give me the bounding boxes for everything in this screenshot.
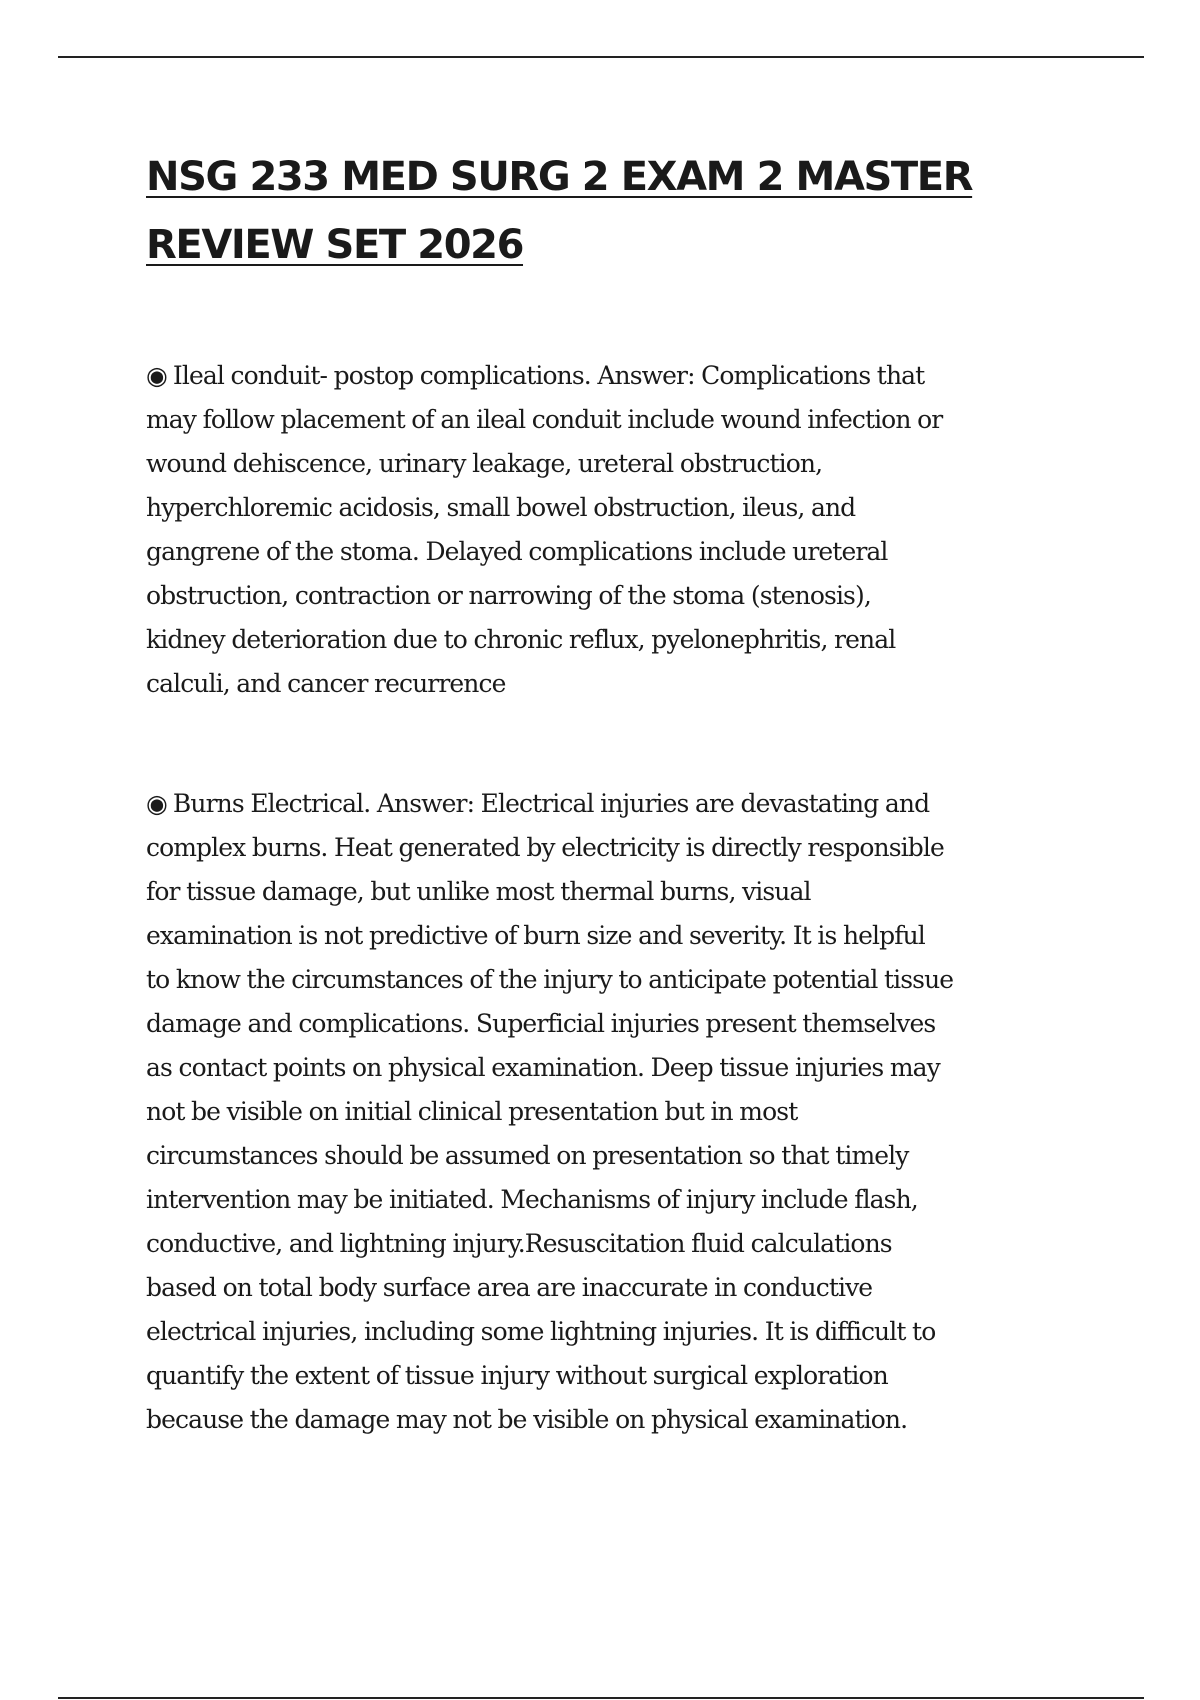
entry-line: complex burns. Heat generated by electricity is directly responsible xyxy=(146,833,944,862)
entry-line: damage and complications. Superficial injuries present themselves xyxy=(146,1009,936,1038)
qa-entry-ileal-conduit xyxy=(146,354,1106,706)
qa-entry-burns-electrical xyxy=(146,782,1106,1442)
radio-bullet-icon: ◉ xyxy=(146,789,167,818)
entry-line: hyperchloremic acidosis, small bowel obstruction, ileus, and xyxy=(146,493,856,522)
entry-line xyxy=(146,354,1106,398)
entry-line: as contact points on physical examination. Deep tissue injuries may xyxy=(146,1053,940,1082)
entry-line: because the damage may not be visible on physical examination. xyxy=(146,1405,908,1434)
entry-line xyxy=(146,782,1106,826)
entry-line: may follow placement of an ileal conduit include wound infection or xyxy=(146,405,943,434)
top-divider xyxy=(58,56,1144,58)
entry-line: kidney deterioration due to chronic reflux, pyelonephritis, renal xyxy=(146,625,896,654)
entry-line: based on total body surface area are inaccurate in conductive xyxy=(146,1273,873,1302)
entry-line: conductive, and lightning injury.Resuscitation fluid calculations xyxy=(146,1229,892,1258)
title-line-2: REVIEW SET 2026 xyxy=(146,222,524,268)
entry-text: Ileal conduit- postop complications. Answer: Complications that xyxy=(172,361,925,390)
entry-line: examination is not predictive of burn size and severity. It is helpful xyxy=(146,921,925,950)
entry-line: electrical injuries, including some lightning injuries. It is difficult to xyxy=(146,1317,936,1346)
entry-text: Burns Electrical. Answer: Electrical injuries are devastating and xyxy=(172,789,930,818)
bottom-divider xyxy=(58,1697,1144,1699)
entry-line: not be visible on initial clinical presentation but in most xyxy=(146,1097,798,1126)
entry-line: wound dehiscence, urinary leakage, ureteral obstruction, xyxy=(146,449,823,478)
entry-line: calculi, and cancer recurrence xyxy=(146,669,506,698)
entry-line: obstruction, contraction or narrowing of the stoma (stenosis), xyxy=(146,581,871,610)
radio-bullet-icon: ◉ xyxy=(146,361,167,390)
entry-line: intervention may be initiated. Mechanisms of injury include flash, xyxy=(146,1185,918,1214)
page-title xyxy=(146,143,1146,279)
entry-line: to know the circumstances of the injury to anticipate potential tissue xyxy=(146,965,954,994)
entry-line: gangrene of the stoma. Delayed complications include ureteral xyxy=(146,537,888,566)
entry-line: for tissue damage, but unlike most thermal burns, visual xyxy=(146,877,811,906)
entry-line: quantify the extent of tissue injury without surgical exploration xyxy=(146,1361,888,1390)
title-line-1: NSG 233 MED SURG 2 EXAM 2 MASTER xyxy=(146,154,973,200)
entry-line: circumstances should be assumed on presentation so that timely xyxy=(146,1141,909,1170)
